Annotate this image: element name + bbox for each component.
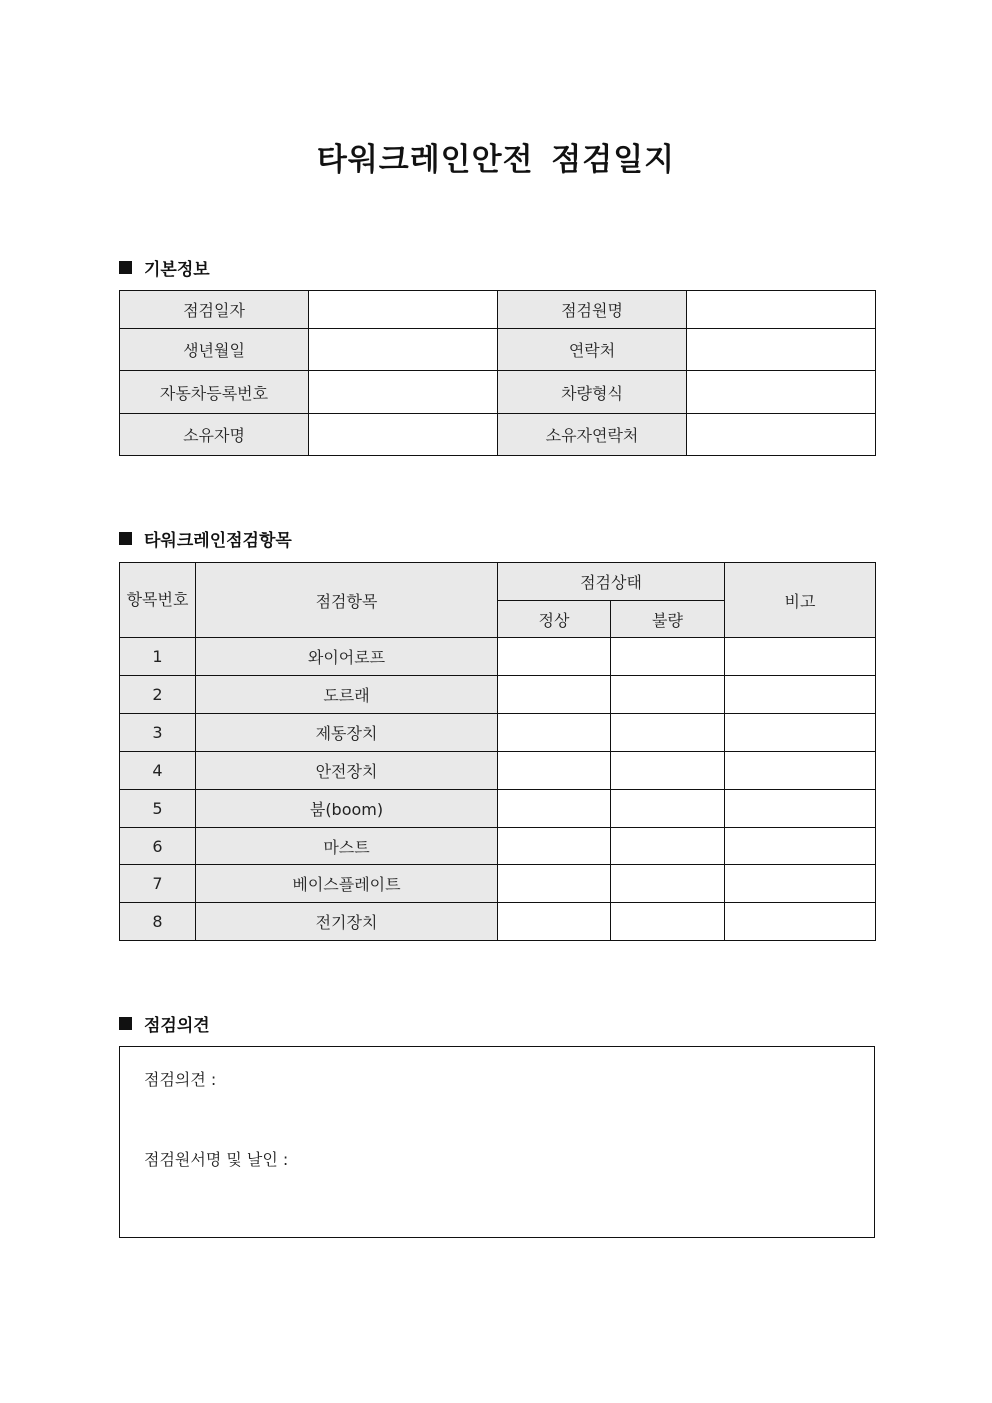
opinion-line bbox=[144, 1067, 216, 1090]
label-birth-date: 생년월일 bbox=[120, 329, 309, 371]
table-row bbox=[120, 828, 876, 865]
table-row bbox=[120, 291, 876, 329]
defective-check-cell[interactable] bbox=[611, 790, 725, 828]
table-row bbox=[120, 414, 876, 456]
table-row bbox=[120, 714, 876, 752]
normal-check-cell[interactable] bbox=[498, 903, 611, 941]
remarks-cell[interactable] bbox=[725, 903, 876, 941]
basic-info-table bbox=[119, 290, 876, 456]
table-row bbox=[120, 865, 876, 903]
defective-check-cell[interactable] bbox=[611, 828, 725, 865]
square-bullet-icon bbox=[119, 261, 132, 274]
normal-check-cell[interactable] bbox=[498, 865, 611, 903]
normal-check-cell[interactable] bbox=[498, 638, 611, 676]
label-inspection-date: 점검일자 bbox=[120, 291, 309, 329]
item-number: 7 bbox=[120, 865, 196, 903]
inspection-items-table bbox=[119, 562, 876, 941]
item-name: 제동장치 bbox=[196, 714, 498, 752]
item-number: 8 bbox=[120, 903, 196, 941]
normal-check-cell[interactable] bbox=[498, 790, 611, 828]
item-name: 도르래 bbox=[196, 676, 498, 714]
table-row bbox=[120, 676, 876, 714]
remarks-cell[interactable] bbox=[725, 676, 876, 714]
inspection-date-field[interactable] bbox=[309, 291, 498, 329]
inspector-name-field[interactable] bbox=[687, 291, 876, 329]
remarks-cell[interactable] bbox=[725, 790, 876, 828]
header-inspection-status: 점검상태 bbox=[498, 563, 725, 601]
square-bullet-icon bbox=[119, 532, 132, 545]
signature-line bbox=[144, 1147, 288, 1170]
table-row bbox=[120, 752, 876, 790]
header-defective: 불량 bbox=[611, 601, 725, 638]
opinion-box[interactable] bbox=[119, 1046, 875, 1238]
label-owner-contact: 소유자연락처 bbox=[498, 414, 687, 456]
remarks-cell[interactable] bbox=[725, 828, 876, 865]
signature-label: 점검원서명 및 날인 : bbox=[144, 1150, 289, 1169]
table-row bbox=[120, 790, 876, 828]
page-title: 타워크레인안전 점검일지 bbox=[316, 142, 676, 178]
item-number: 3 bbox=[120, 714, 196, 752]
section-heading-label: 점검의견 bbox=[144, 1016, 210, 1036]
item-name: 안전장치 bbox=[196, 752, 498, 790]
item-name: 전기장치 bbox=[196, 903, 498, 941]
label-owner-name: 소유자명 bbox=[120, 414, 309, 456]
label-contact: 연락처 bbox=[498, 329, 687, 371]
defective-check-cell[interactable] bbox=[611, 865, 725, 903]
item-name: 와이어로프 bbox=[196, 638, 498, 676]
item-number: 5 bbox=[120, 790, 196, 828]
opinion-label: 점검의견 : bbox=[144, 1070, 217, 1089]
defective-check-cell[interactable] bbox=[611, 752, 725, 790]
remarks-cell[interactable] bbox=[725, 638, 876, 676]
table-row bbox=[120, 638, 876, 676]
birth-date-field[interactable] bbox=[309, 329, 498, 371]
remarks-cell[interactable] bbox=[725, 865, 876, 903]
table-row bbox=[120, 329, 876, 371]
owner-contact-field[interactable] bbox=[687, 414, 876, 456]
header-remarks: 비고 bbox=[725, 563, 876, 638]
header-normal: 정상 bbox=[498, 601, 611, 638]
remarks-cell[interactable] bbox=[725, 714, 876, 752]
owner-name-field[interactable] bbox=[309, 414, 498, 456]
table-row bbox=[120, 371, 876, 414]
defective-check-cell[interactable] bbox=[611, 676, 725, 714]
label-vehicle-registration-number: 자동차등록번호 bbox=[120, 371, 309, 414]
item-number: 6 bbox=[120, 828, 196, 865]
section-heading-basic-info bbox=[119, 255, 210, 280]
item-number: 2 bbox=[120, 676, 196, 714]
section-heading-opinion bbox=[119, 1011, 210, 1036]
section-heading-label: 타워크레인점검항목 bbox=[144, 531, 292, 551]
table-row bbox=[120, 903, 876, 941]
header-item-number: 항목번호 bbox=[120, 563, 196, 638]
defective-check-cell[interactable] bbox=[611, 903, 725, 941]
label-inspector-name: 점검원명 bbox=[498, 291, 687, 329]
vehicle-registration-number-field[interactable] bbox=[309, 371, 498, 414]
section-heading-inspection-items bbox=[119, 526, 292, 551]
vehicle-type-field[interactable] bbox=[687, 371, 876, 414]
defective-check-cell[interactable] bbox=[611, 714, 725, 752]
label-vehicle-type: 차량형식 bbox=[498, 371, 687, 414]
remarks-cell[interactable] bbox=[725, 752, 876, 790]
item-name: 베이스플레이트 bbox=[196, 865, 498, 903]
square-bullet-icon bbox=[119, 1017, 132, 1030]
header-inspection-item: 점검항목 bbox=[196, 563, 498, 638]
contact-field[interactable] bbox=[687, 329, 876, 371]
table-header-row bbox=[120, 563, 876, 601]
item-number: 4 bbox=[120, 752, 196, 790]
section-heading-label: 기본정보 bbox=[144, 260, 210, 280]
normal-check-cell[interactable] bbox=[498, 714, 611, 752]
normal-check-cell[interactable] bbox=[498, 828, 611, 865]
normal-check-cell[interactable] bbox=[498, 752, 611, 790]
item-name: 붐(boom) bbox=[196, 790, 498, 828]
item-number: 1 bbox=[120, 638, 196, 676]
normal-check-cell[interactable] bbox=[498, 676, 611, 714]
item-name: 마스트 bbox=[196, 828, 498, 865]
defective-check-cell[interactable] bbox=[611, 638, 725, 676]
